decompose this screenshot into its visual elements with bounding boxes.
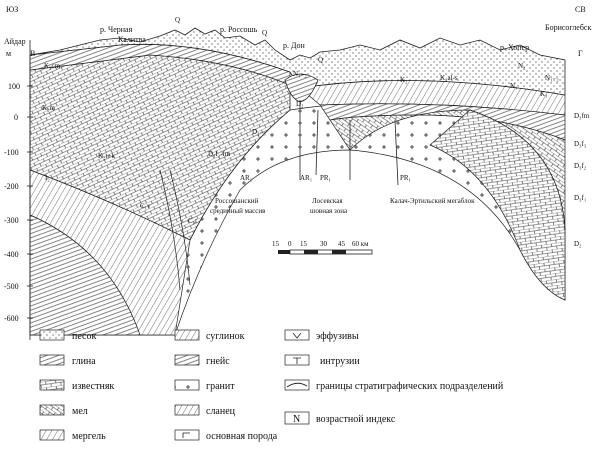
stratum-label: D₃f₁-fm [208, 150, 231, 158]
region-losevskaya-1: Лосевская [312, 197, 343, 205]
stratum-label: D₃fm [574, 112, 590, 120]
stratum-label: K₂cm [44, 62, 61, 70]
stratum-label: K₂t+k [98, 152, 115, 160]
stratum-label: D₃f₃ [574, 140, 587, 148]
depth-label-0: 0 [14, 113, 18, 122]
point-g: Г [578, 49, 583, 58]
place-borisoglebsk: Борисоглебск [545, 23, 592, 32]
stratum-label: C₁v [140, 202, 151, 210]
scale-tick: 0 [288, 240, 292, 248]
legend-swatch-sand [40, 330, 64, 340]
stratum-label: N₂ [518, 62, 526, 70]
stratum-label: Q [318, 56, 324, 64]
legend-intrusions: интрузии [320, 356, 360, 367]
legend-swatch-granite [175, 380, 199, 390]
stratum-label: PR₁ [400, 174, 412, 182]
stratum-label: K₂m [42, 104, 55, 112]
stratum-label: Q [175, 16, 181, 24]
legend-sand: песок [72, 331, 97, 342]
stratum-label: I₂ [45, 174, 50, 182]
scale-tick: 15 [272, 240, 279, 248]
river-chernaya-2: Калитва [118, 35, 146, 44]
stratum-label: AR₁ [300, 174, 313, 182]
stratum-label: K₁al-s [440, 74, 458, 82]
direction-sw: ЮЗ [6, 5, 19, 14]
stratum-label: D₂ [296, 100, 304, 108]
depth-label-100: 100 [8, 82, 20, 91]
depth-label-m300: -300 [4, 216, 19, 225]
stratum-label: K₁ [540, 90, 548, 98]
river-rossosh: р. Россошь [220, 25, 258, 34]
legend-schist: сланец [206, 406, 236, 417]
legend-basic-rock: основная порода [206, 431, 278, 442]
stratum-label: PR₁ [320, 174, 332, 182]
region-kalach: Калач-Эртильский мегаблок [390, 197, 475, 205]
stratum-label: AR₁ [240, 174, 253, 182]
unit-m: м [6, 49, 12, 58]
legend [40, 330, 504, 442]
depth-label-m400: -400 [4, 250, 19, 259]
depth-axis [4, 40, 36, 340]
legend-swatch-basic-rock [175, 430, 199, 440]
legend-chalk: мел [72, 406, 88, 417]
legend-swatch-loam [175, 330, 199, 340]
legend-age-index: возрастной индекс [316, 414, 396, 425]
legend-gneiss: гнейс [206, 356, 230, 367]
scale-tick: 15 [300, 240, 307, 248]
legend-effusives: эффузивы [316, 331, 359, 342]
legend-swatch-schist [175, 405, 199, 415]
stratum-label: D₃f₁ [574, 194, 587, 202]
legend-swatch-clay [40, 355, 64, 365]
place-aidar: Айдар [4, 37, 26, 46]
legend-swatch-chalk [40, 405, 64, 415]
legend-boundaries: границы стратиграфических подразделений [316, 381, 504, 392]
scale-tick: 30 [320, 240, 327, 248]
depth-label-m500: -500 [4, 282, 19, 291]
river-don: р. Дон [283, 41, 305, 50]
scale-tick: 60 км [352, 240, 369, 248]
stratum-label: D₂₋₅ [252, 128, 266, 136]
region-losevskaya-2: шовная зона [310, 207, 348, 215]
stratum-label: Q [262, 29, 268, 37]
scale-tick: 45 [338, 240, 345, 248]
stratum-label: N₁₋₂ [293, 70, 307, 78]
stratum-label: N₁₋₂ [545, 74, 559, 82]
region-rossoshansky-1: Россошанский [215, 197, 259, 205]
river-chernaya: р. Черная [100, 25, 133, 34]
stratum-label: D₃f₂ [574, 162, 587, 170]
legend-swatch-limestone [40, 380, 64, 390]
legend-limestone: известняк [72, 381, 115, 392]
legend-clay: глина [72, 356, 96, 367]
depth-label-m100: -100 [4, 148, 19, 157]
depth-label-m200: -200 [4, 182, 19, 191]
legend-marl: мергель [72, 431, 106, 442]
legend-loam: суглинок [206, 331, 245, 342]
stratum-label: C₁t [188, 217, 198, 225]
stratum-label: D₂ [574, 240, 582, 248]
legend-swatch-gneiss [175, 355, 199, 365]
river-khoper: р. Хопер [500, 43, 530, 52]
legend-granite: гранит [206, 381, 235, 392]
legend-age-symbol: N [293, 414, 301, 425]
depth-label-m600: -600 [4, 314, 19, 323]
point-v: В [30, 49, 36, 58]
legend-swatch-marl [40, 430, 64, 440]
stratum-label: K₂ [400, 76, 408, 84]
direction-ne: СВ [575, 5, 586, 14]
region-rossoshansky-2: срединный массив [210, 207, 266, 215]
scale-bar [272, 240, 372, 254]
stratum-label: N₁ [510, 82, 518, 90]
